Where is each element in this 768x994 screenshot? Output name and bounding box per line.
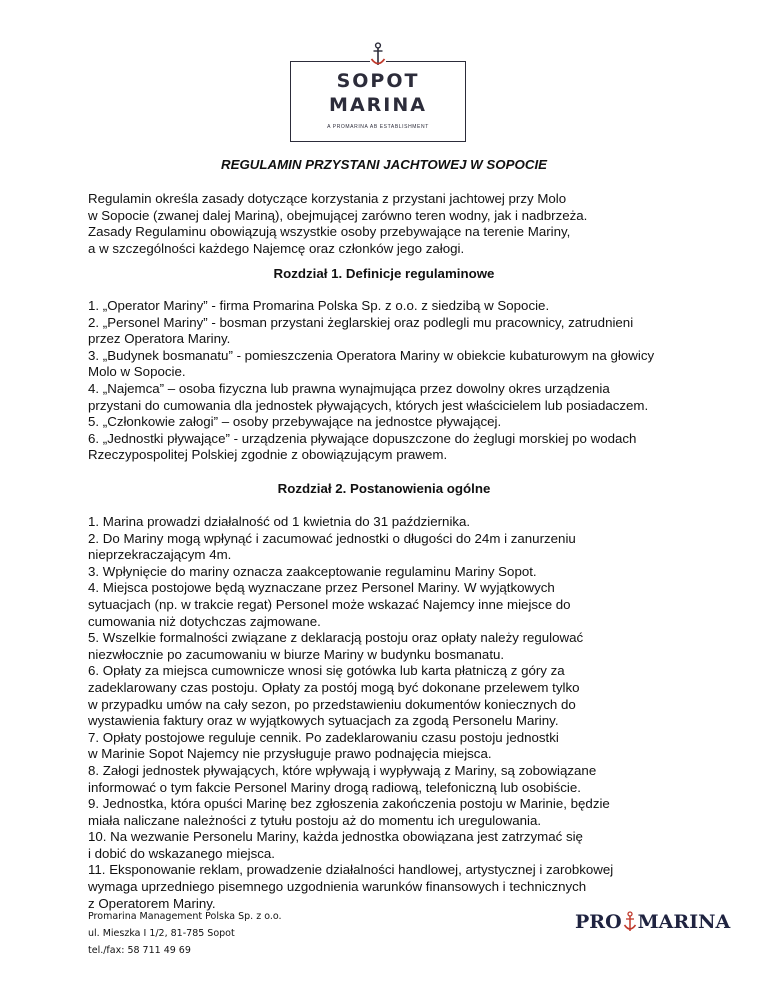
- list-item: 1. Marina prowadzi działalność od 1 kwietnia do 31 października.: [88, 514, 471, 529]
- sopot-marina-logo: [290, 61, 466, 142]
- anchor-icon: [623, 911, 637, 933]
- chapter-1-heading: Rozdział 1. Definicje regulaminowe: [273, 266, 495, 281]
- list-item: 10. Na wezwanie Personelu Mariny, każda jednostka obowiązana jest zatrzymać się i dobić do wskazanego miejsca.: [88, 829, 583, 861]
- footer-company: Promarina Management Polska Sp. z o.o.: [88, 911, 282, 922]
- list-item: 11. Eksponowanie reklam, prowadzenie działalności handlowej, artystycznej i zarobkowej wymaga uprzedniego pisemnego uzgodnienia warunków finansowych i technicznych z Operatorem Mariny.: [88, 862, 614, 911]
- list-item: 5. „Członkowie załogi” – osoby przebywające na jednostce pływającej.: [88, 414, 502, 430]
- logo-tagline: A PROMARINA AB ESTABLISHMENT: [327, 124, 429, 130]
- intro-paragraph: Regulamin określa zasady dotyczące korzystania z przystani jachtowej przy Molo w Sopocie (zwanej dalej Mariną), obejmującej zarówno teren wodny, jak i nadbrzeża. Zasady Regulaminu obowiązują wszystkie osoby przebywające na terenie Mariny, a w szczególności każdego Najemcę oraz członków jego załogi.: [88, 191, 588, 256]
- footer-phone: tel./fax: 58 711 49 69: [88, 945, 191, 956]
- list-item: 3. Wpłynięcie do mariny oznacza zaakceptowanie regulaminu Mariny Sopot.: [88, 563, 537, 579]
- brand-right: MARINA: [637, 911, 731, 933]
- logo-line-2: MARINA: [329, 94, 427, 116]
- chapter-2-list: [88, 514, 688, 912]
- logo-line-1: SOPOT: [336, 70, 420, 92]
- anchor-icon: [370, 42, 386, 68]
- list-item: 8. Załogi jednostek pływających, które wpływają i wypływają z Mariny, są zobowiązane informować o tym fakcie Personel Mariny drogą radiową, telefoniczną lub osobiście.: [88, 762, 597, 795]
- document-title: REGULAMIN PRZYSTANI JACHTOWEJ W SOPOCIE: [220, 157, 548, 172]
- list-item: 2. „Personel Mariny” - bosman przystani żeglarskiej oraz podlegli mu pracownicy, zatrudnieni przez Operatora Mariny.: [88, 314, 634, 347]
- list-item: 6. Opłaty za miejsca cumownicze wnosi się gotówka lub karta płatniczą z góry za zadeklarowany czas postoju. Opłaty za postój mogą być dokonane przelewem tylko w przypadku umów na cały sezon, po przedstawieniu dokumentów koniecznych do wystawienia faktury oraz w wyjątkowych sytuacjach za zgodą Personelu Mariny.: [88, 663, 580, 729]
- list-item: 5. Wszelkie formalności związane z deklaracją postoju oraz opłaty należy regulować niezwłocznie po zacumowaniu w biurze Mariny w budynku bosmanatu.: [88, 630, 584, 662]
- list-item: 4. „Najemca” – osoba fizyczna lub prawna wynajmująca przez dowolny okres urządzenia przystani do cumowania dla jednostek pływających, których jest właścicielem lub posiadaczem.: [88, 380, 649, 413]
- chapter-1-list: [88, 298, 688, 464]
- list-item: 7. Opłaty postojowe reguluje cennik. Po zadeklarowaniu czasu postoju jednostki w Marinie Sopot Najemcy nie przysługuje prawo podnajęcia miejsca.: [88, 729, 559, 762]
- list-item: 2. Do Mariny mogą wpłynąć i zacumować jednostki o długości do 24m i zanurzeniu nieprzekraczającym 4m.: [88, 530, 576, 563]
- brand-left: PRO: [575, 911, 622, 933]
- list-item: 4. Miejsca postojowe będą wyznaczane przez Personel Mariny. W wyjątkowych sytuacjach (np. w trakcie regat) Personel może wskazać Najemcy inne miejsce do cumowania niż dotychczas zajmowane.: [88, 580, 571, 629]
- chapter-2-heading: Rozdział 2. Postanowienia ogólne: [277, 481, 491, 496]
- promarina-logo: [575, 909, 730, 935]
- footer-address: ul. Mieszka I 1/2, 81-785 Sopot: [88, 928, 235, 939]
- list-item: 6. „Jednostki pływające” - urządzenia pływające dopuszczone do żeglugi morskiej po wodach Rzeczypospolitej Polskiej zgodnie z obowiązującym prawem.: [88, 430, 637, 463]
- list-item: 3. „Budynek bosmanatu” - pomieszczenia Operatora Mariny w obiekcie kubaturowym na głowicy Molo w Sopocie.: [88, 347, 655, 380]
- list-item: 9. Jednostka, która opuści Marinę bez zgłoszenia zakończenia postoju w Marinie, będzie miała naliczane należności z tytułu postoju aż do momentu ich uregulowania.: [88, 796, 610, 828]
- list-item: 1. „Operator Mariny” - firma Promarina Polska Sp. z o.o. z siedzibą w Sopocie.: [88, 298, 550, 313]
- footer-contact: [88, 908, 282, 959]
